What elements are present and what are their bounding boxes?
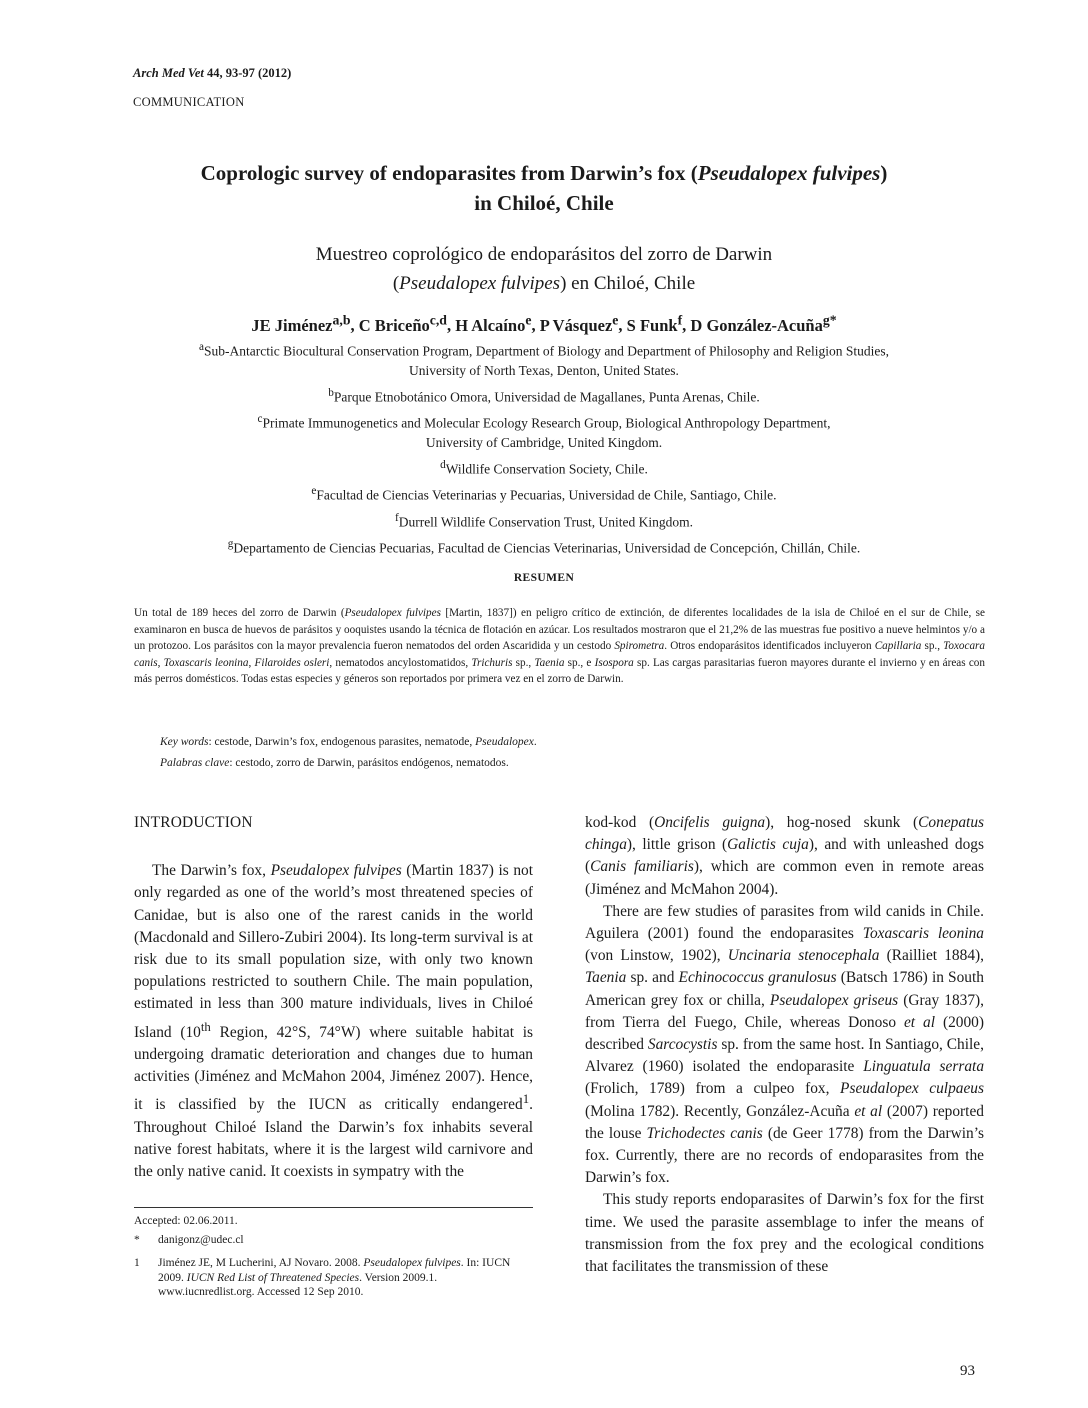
corresponding-email: * danigonz@udec.cl — [134, 1234, 244, 1246]
journal-name: Arch Med Vet — [133, 66, 204, 80]
author-list: JE Jiménez$^{a,b}$, C Briceño$^{c,d}$, H Alcaíno$^e$, P Vásquez$^e$, S Funk$^f$, D González-Acuña$^{g*}$ — [251, 312, 837, 335]
affiliation: $^a$Sub-Antarctic Biocultural Conservation Program, Department of Biology and Department of Philosophy and Religion Studies, University of North Texas, Denton, United States. — [198, 341, 889, 378]
intro-paragraph-3: This study reports endoparasites of Darwin’s fox for the first time. We used the parasite assemblage to infer the means of transmission from the fox prey and the ecological conditions that facilitates the transmission of these — [585, 1191, 984, 1276]
intro-paragraph-1: The Darwin’s fox, Pseudalopex fulvipes (Martin 1837) is not only regarded as one of the world’s most threatened species of Canidae, but is also one of the rarest canids in the world (Macdonald and Sillero-Zubiri 2004). Its long-term survival is at risk due to its small population size, with only two known populations restricted to southern Chile. The main population, estimated in less than 300 mature individuals, lives in Chiloé Island (10th Region, 42°S, 74°W) where suitable habitat is undergoing dramatic deterioration and changes due to human activities (Jiménez and McMahon 2004, Jiménez 2007). Hence, it is classified by the IUCN as critically endangered$^1$. Throughout Chiloé Island the Darwin’s fox inhabits several native forest habitats, where it is the largest wild carnivore and the only native canid. It coexists in sympatry with the — [134, 862, 533, 1181]
affiliation: $^b$Parque Etnobotánico Omora, Universidad de Magallanes, Punta Arenas, Chile. — [328, 386, 760, 404]
intro-paragraph-1-cont: kod-kod (Oncifelis guigna), hog-nosed skunk (Conepatus chinga), little grison (Galictis cuja), and with unleashed dogs (Canis familiaris), which are common even in remote areas (Jiménez and McMahon 2004). — [585, 814, 985, 898]
spanish-title-species: Pseudalopex fulvipes — [399, 273, 561, 294]
author: JE Jiménez$^{a,b}$ — [251, 312, 351, 335]
affiliation: $^f$Durrell Wildlife Conservation Trust, United Kingdom. — [394, 511, 694, 529]
palabras-clave: Palabras clave: cestodo, zorro de Darwin, parásitos endógenos, nematodos. — [160, 757, 509, 769]
affiliation: $^d$Wildlife Conservation Society, Chile. — [440, 458, 648, 476]
footnote-divider — [134, 1207, 533, 1208]
spanish-title-pre: ( — [392, 273, 400, 294]
spanish-title — [100, 240, 988, 298]
left-column — [134, 812, 533, 1183]
title-text: Coprologic survey of endoparasites from Darwin’s fox ( — [200, 161, 698, 185]
section-type: COMMUNICATION — [133, 95, 245, 109]
title-line2: in Chiloé, Chile — [474, 191, 614, 215]
right-column — [585, 812, 984, 1278]
accepted-date: Accepted: 02.06.2011. — [134, 1215, 238, 1227]
title-species: Pseudalopex fulvipes — [697, 161, 881, 185]
affiliation: $^c$Primate Immunogenetics and Molecular Ecology Research Group, Biological Anthropology Department, University of Cambridge, United Kingdom. — [257, 413, 831, 450]
author: P Vásquez$^e$ — [539, 312, 619, 335]
author: H Alcaíno$^e$ — [455, 312, 532, 335]
author: C Briceño$^{c,d}$ — [358, 312, 447, 335]
spanish-title-line1: Muestreo coprológico de endoparásitos del zorro de Darwin — [315, 244, 773, 265]
footnote-reference: 1 Jiménez JE, M Lucherini, AJ Novaro. 2008. Pseudalopex fulvipes. In: IUCN 2009. IUCN Red List of Threatened Species. Version 2009.1. www.iucnredlist.org. Accessed 12 Sep 2010. — [134, 1257, 511, 1298]
author: S Funk$^f$ — [626, 312, 683, 335]
resumen-heading: RESUMEN — [513, 572, 575, 584]
affiliation: $^g$Departamento de Ciencias Pecuarias, Facultad de Ciencias Veterinarias, Universidad de Concepción, Chillán, Chile. — [227, 538, 861, 556]
journal-ref: 44, 93-97 (2012) — [206, 66, 292, 80]
author: D González-Acuña$^{g*}$ — [690, 312, 837, 335]
journal-citation — [133, 66, 291, 81]
affiliation: $^e$Facultad de Ciencias Veterinarias y Pecuarias, Universidad de Chile, Santiago, Chile. — [311, 485, 777, 503]
key-words: Key words: cestode, Darwin’s fox, endogenous parasites, nematode, Pseudalopex. — [160, 736, 537, 748]
article-title — [100, 158, 988, 218]
resumen-body: Un total de 189 heces del zorro de Darwin (Pseudalopex fulvipes [Martin, 1837]) en peligro crítico de extinción, de diferentes localidades de la isla de Chiloé en el sur de Chile, se examinaron en busca de huevos de parásitos y ooquistes usando la técnica de flotación en azúcar. Los resultados mostraron que el 21,2% de las muestras fue positivo a nueve helmintos y/o a un protozoo. Los parásitos con la mayor prevalencia fueron nematodos del orden Ascaridida y un cestodo Spirometra. Otros endoparásitos identificados incluyeron Capillaria sp., Toxocara canis, Toxascaris leonina, Filaroides osleri, nematodos ancylostomatidos, Trichuris sp., Taenia sp., e Isospora sp. Las cargas parasitarias fueron mayores durante el invierno y en áreas con más perros domésticos. Todas estas especies y géneros son reportados por primera vez en el zorro de Darwin. — [134, 607, 986, 686]
affiliations — [100, 338, 988, 562]
spanish-title-post: ) en Chiloé, Chile — [560, 273, 696, 294]
page-number: 93 — [960, 1363, 975, 1379]
intro-paragraph-2: There are few studies of parasites from wild canids in Chile. Aguilera (2001) found the endoparasites Toxascaris leonina (von Linstow, 1902), Uncinaria stenocephala (Railliet 1884), Taenia sp. and Echinococcus granulosus (Batsch 1786) in South American grey fox or chilla, Pseudalopex griseus (Gray 1837), from Tierra del Fuego, Chile, whereas Donoso et al (2000) described Sarcocystis sp. from the same host. In Santiago, Chile, Alvarez (1960) isolated the endoparasite Linguatula serrata (Frolich, 1789) from a culpeo fox, Pseudalopex culpaeus (Molina 1782). Recently, González-Acuña et al (2007) reported the louse Trichodectes canis (de Geer 1778) from the Darwin’s fox. Currently, there are no records of endoparasites from the Darwin’s fox. — [585, 902, 985, 1187]
title-text-end: ) — [880, 161, 888, 185]
section-heading-introduction: INTRODUCTION — [134, 814, 253, 831]
